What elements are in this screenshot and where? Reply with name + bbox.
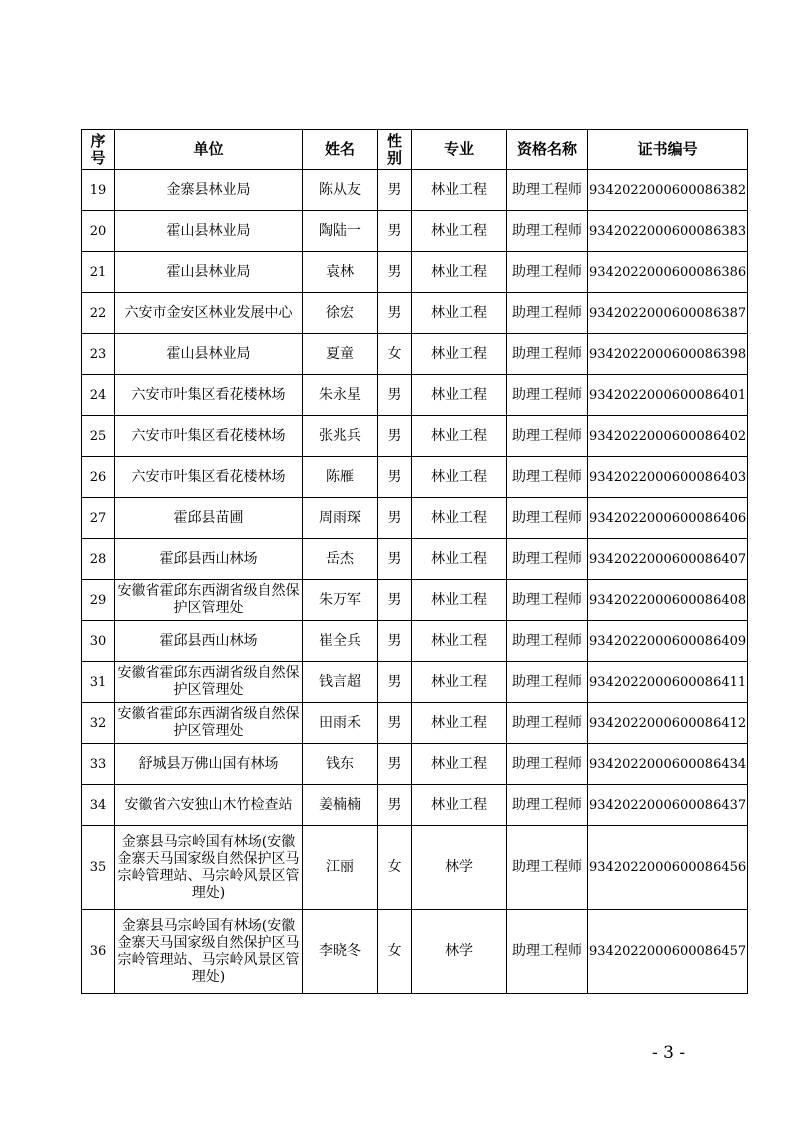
- cell-index: 31: [82, 662, 115, 703]
- cell-unit: 六安市叶集区看花楼林场: [115, 416, 303, 457]
- cell-gender: 男: [378, 621, 412, 662]
- header-name: 姓名: [303, 130, 378, 170]
- table-row: [82, 539, 748, 580]
- cell-gender: 男: [378, 498, 412, 539]
- cell-index: 36: [82, 910, 115, 994]
- page-number: - 3 -: [652, 1043, 686, 1063]
- cell-certificate: 934202200060008640​3: [588, 457, 748, 498]
- cell-major: 林业工程: [412, 211, 507, 252]
- cell-index: 21: [82, 252, 115, 293]
- cell-certificate: 934202200060008645​6: [588, 826, 748, 910]
- cell-unit: 六安市金安区林业发展中心: [115, 293, 303, 334]
- cell-gender: 男: [378, 744, 412, 785]
- cell-major: 林业工程: [412, 498, 507, 539]
- cell-certificate: 934202200060008638​2: [588, 170, 748, 211]
- table-row: [82, 703, 748, 744]
- certificate-table: [81, 129, 748, 994]
- header-qualification: 资格名称: [507, 130, 588, 170]
- cell-certificate: 934202200060008645​7: [588, 910, 748, 994]
- cell-index: 20: [82, 211, 115, 252]
- cell-major: 林业工程: [412, 170, 507, 211]
- cell-name: 姜楠楠: [303, 785, 378, 826]
- cell-qualification: 助理工程师: [507, 457, 588, 498]
- cell-gender: 男: [378, 211, 412, 252]
- cell-unit: 金寨县马宗岭国有林场(安徽 金寨天马国家级自然保护区马 宗岭管理站、马宗岭风景区管 理处): [115, 910, 303, 994]
- cell-certificate: 934202200060008638​6: [588, 252, 748, 293]
- header-certificate: 证书编号: [588, 130, 748, 170]
- cell-index: 22: [82, 293, 115, 334]
- cell-name: 田雨禾: [303, 703, 378, 744]
- cell-index: 29: [82, 580, 115, 621]
- cell-certificate: 934202200060008641​1: [588, 662, 748, 703]
- table-row: [82, 826, 748, 910]
- table-row: [82, 498, 748, 539]
- cell-major: 林业工程: [412, 580, 507, 621]
- cell-unit: 霍山县林业局: [115, 334, 303, 375]
- cell-unit: 金寨县马宗岭国有林场(安徽 金寨天马国家级自然保护区马 宗岭管理站、马宗岭风景区管 理处): [115, 826, 303, 910]
- table-row: [82, 744, 748, 785]
- cell-name: 崔全兵: [303, 621, 378, 662]
- cell-index: 26: [82, 457, 115, 498]
- cell-index: 25: [82, 416, 115, 457]
- cell-unit: 霍山县林业局: [115, 252, 303, 293]
- cell-name: 陶陆一: [303, 211, 378, 252]
- cell-index: 23: [82, 334, 115, 375]
- cell-index: 34: [82, 785, 115, 826]
- table-row: [82, 910, 748, 994]
- cell-name: 徐宏: [303, 293, 378, 334]
- cell-name: 钱东: [303, 744, 378, 785]
- cell-name: 钱言超: [303, 662, 378, 703]
- cell-certificate: 934202200060008640​8: [588, 580, 748, 621]
- table-row: [82, 293, 748, 334]
- cell-qualification: 助理工程师: [507, 170, 588, 211]
- cell-major: 林业工程: [412, 785, 507, 826]
- cell-major: 林业工程: [412, 621, 507, 662]
- cell-unit: 六安市叶集区看花楼林场: [115, 457, 303, 498]
- cell-certificate: 934202200060008638​7: [588, 293, 748, 334]
- cell-certificate: 934202200060008640​7: [588, 539, 748, 580]
- cell-certificate: 934202200060008643​7: [588, 785, 748, 826]
- cell-name: 陈雁: [303, 457, 378, 498]
- header-row: [82, 130, 748, 170]
- cell-name: 夏童: [303, 334, 378, 375]
- cell-unit: 霍邱县西山林场: [115, 621, 303, 662]
- cell-name: 袁林: [303, 252, 378, 293]
- cell-certificate: 934202200060008643​4: [588, 744, 748, 785]
- cell-qualification: 助理工程师: [507, 293, 588, 334]
- cell-major: 林业工程: [412, 457, 507, 498]
- cell-gender: 男: [378, 375, 412, 416]
- cell-gender: 男: [378, 539, 412, 580]
- cell-certificate: 934202200060008640​9: [588, 621, 748, 662]
- cell-certificate: 934202200060008640​2: [588, 416, 748, 457]
- table-row: [82, 416, 748, 457]
- cell-qualification: 助理工程师: [507, 334, 588, 375]
- cell-name: 朱万军: [303, 580, 378, 621]
- header-gender: 性别: [378, 130, 412, 170]
- cell-major: 林学: [412, 910, 507, 994]
- table-row: [82, 457, 748, 498]
- cell-index: 19: [82, 170, 115, 211]
- cell-qualification: 助理工程师: [507, 375, 588, 416]
- cell-index: 35: [82, 826, 115, 910]
- cell-index: 28: [82, 539, 115, 580]
- cell-unit: 霍山县林业局: [115, 211, 303, 252]
- cell-gender: 男: [378, 170, 412, 211]
- cell-qualification: 助理工程师: [507, 744, 588, 785]
- cell-index: 33: [82, 744, 115, 785]
- cell-qualification: 助理工程师: [507, 662, 588, 703]
- cell-major: 林业工程: [412, 375, 507, 416]
- cell-major: 林学: [412, 826, 507, 910]
- cell-certificate: 934202200060008640​6: [588, 498, 748, 539]
- cell-major: 林业工程: [412, 334, 507, 375]
- cell-unit: 金寨县林业局: [115, 170, 303, 211]
- cell-unit: 安徽省霍邱东西湖省级自然保 护区管理处: [115, 703, 303, 744]
- cell-qualification: 助理工程师: [507, 826, 588, 910]
- cell-qualification: 助理工程师: [507, 211, 588, 252]
- table-row: [82, 580, 748, 621]
- cell-unit: 安徽省六安独山木竹检查站: [115, 785, 303, 826]
- cell-name: 周雨琛: [303, 498, 378, 539]
- cell-gender: 女: [378, 910, 412, 994]
- cell-major: 林业工程: [412, 252, 507, 293]
- header-major: 专业: [412, 130, 507, 170]
- cell-qualification: 助理工程师: [507, 252, 588, 293]
- cell-qualification: 助理工程师: [507, 539, 588, 580]
- cell-unit: 安徽省霍邱东西湖省级自然保 护区管理处: [115, 580, 303, 621]
- table-row: [82, 170, 748, 211]
- cell-certificate: 934202200060008640​1: [588, 375, 748, 416]
- cell-gender: 男: [378, 662, 412, 703]
- cell-major: 林业工程: [412, 662, 507, 703]
- cell-qualification: 助理工程师: [507, 416, 588, 457]
- cell-major: 林业工程: [412, 744, 507, 785]
- cell-unit: 舒城县万佛山国有林场: [115, 744, 303, 785]
- header-index: 序号: [82, 130, 115, 170]
- cell-gender: 女: [378, 826, 412, 910]
- cell-unit: 霍邱县西山林场: [115, 539, 303, 580]
- cell-certificate: 934202200060008641​2: [588, 703, 748, 744]
- cell-gender: 女: [378, 334, 412, 375]
- cell-gender: 男: [378, 703, 412, 744]
- cell-index: 24: [82, 375, 115, 416]
- cell-index: 27: [82, 498, 115, 539]
- cell-unit: 霍邱县苗圃: [115, 498, 303, 539]
- cell-gender: 男: [378, 416, 412, 457]
- cell-gender: 男: [378, 252, 412, 293]
- table-row: [82, 621, 748, 662]
- cell-qualification: 助理工程师: [507, 498, 588, 539]
- cell-qualification: 助理工程师: [507, 910, 588, 994]
- table-row: [82, 252, 748, 293]
- cell-name: 岳杰: [303, 539, 378, 580]
- cell-certificate: 934202200060008638​3: [588, 211, 748, 252]
- cell-name: 陈从友: [303, 170, 378, 211]
- cell-index: 32: [82, 703, 115, 744]
- cell-name: 朱永星: [303, 375, 378, 416]
- table-row: [82, 211, 748, 252]
- cell-major: 林业工程: [412, 703, 507, 744]
- cell-certificate: 934202200060008639​8: [588, 334, 748, 375]
- table-row: [82, 334, 748, 375]
- table-row: [82, 785, 748, 826]
- cell-index: 30: [82, 621, 115, 662]
- cell-major: 林业工程: [412, 293, 507, 334]
- table-row: [82, 375, 748, 416]
- cell-qualification: 助理工程师: [507, 785, 588, 826]
- table-row: [82, 662, 748, 703]
- cell-qualification: 助理工程师: [507, 703, 588, 744]
- cell-major: 林业工程: [412, 416, 507, 457]
- cell-name: 张兆兵: [303, 416, 378, 457]
- header-unit: 单位: [115, 130, 303, 170]
- cell-qualification: 助理工程师: [507, 580, 588, 621]
- cell-unit: 六安市叶集区看花楼林场: [115, 375, 303, 416]
- cell-unit: 安徽省霍邱东西湖省级自然保 护区管理处: [115, 662, 303, 703]
- cell-name: 李晓冬: [303, 910, 378, 994]
- cell-gender: 男: [378, 580, 412, 621]
- cell-qualification: 助理工程师: [507, 621, 588, 662]
- cell-gender: 男: [378, 785, 412, 826]
- cell-gender: 男: [378, 457, 412, 498]
- cell-major: 林业工程: [412, 539, 507, 580]
- cell-gender: 男: [378, 293, 412, 334]
- cell-name: 江丽: [303, 826, 378, 910]
